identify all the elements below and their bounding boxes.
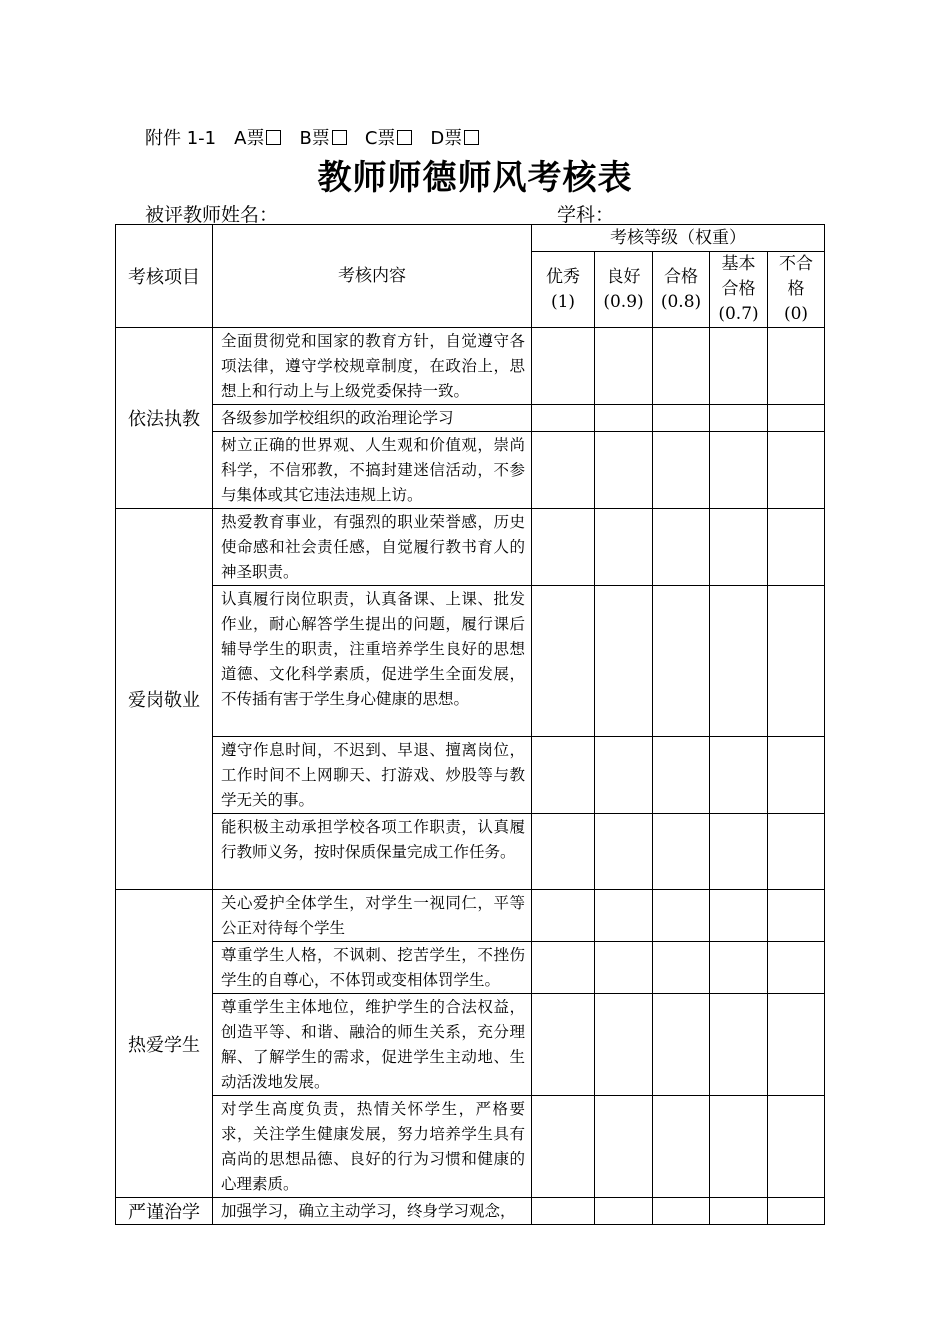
criterion-text: 尊重学生主体地位，维护学生的合法权益，创造平等、和谐、融洽的师生关系，充分理解、了解学生的需求，促进学生主动地、生动活泼地发展。 — [213, 994, 532, 1096]
grade-cell[interactable] — [532, 890, 595, 942]
grade-cell[interactable] — [653, 432, 710, 509]
grade-cell[interactable] — [768, 432, 825, 509]
grade-header-pass: 合格 (0.8) — [653, 252, 710, 328]
category-cell: 依法执教 — [116, 328, 213, 509]
ticket-d-label: D票 — [430, 128, 463, 149]
grade-cell[interactable] — [595, 586, 653, 737]
grade-header-good: 良好 (0.9) — [595, 252, 653, 328]
criterion-text: 关心爱护全体学生，对学生一视同仁，平等公正对待每个学生 — [213, 890, 532, 942]
grade-cell[interactable] — [595, 1096, 653, 1198]
grade-cell[interactable] — [710, 1198, 768, 1225]
header-content: 考核内容 — [213, 225, 532, 328]
grade-cell[interactable] — [532, 737, 595, 814]
grade-cell[interactable] — [768, 586, 825, 737]
teacher-name-label: 被评教师姓名： — [145, 204, 279, 226]
grade-cell[interactable] — [595, 509, 653, 586]
grade-cell[interactable] — [595, 814, 653, 890]
grade-cell[interactable] — [768, 405, 825, 432]
grade-cell[interactable] — [653, 942, 710, 994]
grade-cell[interactable] — [653, 509, 710, 586]
criterion-text: 遵守作息时间，不迟到、早退、擅离岗位，工作时间不上网聊天、打游戏、炒股等与教学无关的事。 — [213, 737, 532, 814]
criterion-text: 各级参加学校组织的政治理论学习 — [213, 405, 532, 432]
category-cell: 严谨治学 — [116, 1198, 213, 1225]
category-cell: 爱岗敬业 — [116, 509, 213, 890]
category-cell: 热爱学生 — [116, 890, 213, 1198]
grade-cell[interactable] — [595, 994, 653, 1096]
grade-cell[interactable] — [532, 942, 595, 994]
grade-cell[interactable] — [710, 814, 768, 890]
grade-cell[interactable] — [532, 814, 595, 890]
page-title: 教师师德师风考核表 — [317, 158, 633, 198]
grade-cell[interactable] — [653, 994, 710, 1096]
grade-header-basic-pass: 基本 合格 (0.7) — [710, 252, 768, 328]
grade-header-excellent: 优秀 (1) — [532, 252, 595, 328]
attachment-line — [145, 124, 479, 150]
grade-cell[interactable] — [532, 405, 595, 432]
grade-cell[interactable] — [595, 405, 653, 432]
ticket-b-label: B票 — [299, 128, 330, 149]
grade-cell[interactable] — [710, 405, 768, 432]
grade-cell[interactable] — [710, 994, 768, 1096]
grade-cell[interactable] — [653, 1096, 710, 1198]
ticket-b-checkbox[interactable] — [332, 130, 347, 145]
grade-cell[interactable] — [532, 1198, 595, 1225]
grade-cell[interactable] — [595, 942, 653, 994]
grade-cell[interactable] — [768, 1096, 825, 1198]
grade-cell[interactable] — [710, 328, 768, 405]
grade-cell[interactable] — [768, 737, 825, 814]
grade-cell[interactable] — [595, 1198, 653, 1225]
grade-cell[interactable] — [653, 405, 710, 432]
ticket-c-label: C票 — [364, 128, 396, 149]
grade-cell[interactable] — [768, 814, 825, 890]
grade-cell[interactable] — [595, 328, 653, 405]
grade-cell[interactable] — [532, 328, 595, 405]
grade-cell[interactable] — [653, 328, 710, 405]
grade-cell[interactable] — [768, 328, 825, 405]
grade-cell[interactable] — [532, 994, 595, 1096]
criterion-text: 认真履行岗位职责，认真备课、上课、批发作业，耐心解答学生提出的问题，履行课后辅导学生的职责，注重培养学生良好的思想道德、文化科学素质，促进学生全面发展，不传插有害于学生身心健康的思想。 — [213, 586, 532, 737]
criterion-text: 对学生高度负责，热情关怀学生，严格要求，关注学生健康发展，努力培养学生具有高尚的思想品德、良好的行为习惯和健康的心理素质。 — [213, 1096, 532, 1198]
grade-cell[interactable] — [768, 890, 825, 942]
assessment-table — [115, 224, 825, 1225]
grade-cell[interactable] — [710, 890, 768, 942]
grade-cell[interactable] — [768, 1198, 825, 1225]
ticket-a-checkbox[interactable] — [266, 130, 281, 145]
grade-cell[interactable] — [653, 890, 710, 942]
subject-label: 学科： — [557, 204, 615, 226]
grade-cell[interactable] — [710, 432, 768, 509]
criterion-text: 热爱教育事业，有强烈的职业荣誉感，历史使命感和社会责任感，自觉履行教书育人的神圣职责。 — [213, 509, 532, 586]
grade-cell[interactable] — [653, 586, 710, 737]
criterion-text: 能积极主动承担学校各项工作职责，认真履行教师义务，按时保质保量完成工作任务。 — [213, 814, 532, 890]
grade-cell[interactable] — [532, 509, 595, 586]
criterion-text: 树立正确的世界观、人生观和价值观，崇尚科学，不信邪教，不搞封建迷信活动，不参与集体或其它违法违规上访。 — [213, 432, 532, 509]
grade-cell[interactable] — [532, 586, 595, 737]
grade-cell[interactable] — [595, 432, 653, 509]
grade-cell[interactable] — [768, 509, 825, 586]
grade-cell[interactable] — [710, 586, 768, 737]
ticket-c-checkbox[interactable] — [397, 130, 412, 145]
criterion-text: 尊重学生人格，不讽刺、挖苦学生，不挫伤学生的自尊心，不体罚或变相体罚学生。 — [213, 942, 532, 994]
header-item: 考核项目 — [116, 225, 213, 328]
grade-header-fail: 不合 格 (0) — [768, 252, 825, 328]
grade-cell[interactable] — [532, 432, 595, 509]
grade-cell[interactable] — [532, 1096, 595, 1198]
grade-cell[interactable] — [768, 994, 825, 1096]
grade-cell[interactable] — [653, 737, 710, 814]
grade-cell[interactable] — [653, 1198, 710, 1225]
grade-cell[interactable] — [710, 942, 768, 994]
criterion-text: 全面贯彻党和国家的教育方针，自觉遵守各项法律，遵守学校规章制度，在政治上，思想上和行动上与上级党委保持一致。 — [213, 328, 532, 405]
grade-cell[interactable] — [710, 1096, 768, 1198]
grade-cell[interactable] — [710, 737, 768, 814]
ticket-a-label: A票 — [234, 128, 265, 149]
grade-cell[interactable] — [595, 890, 653, 942]
grade-cell[interactable] — [653, 814, 710, 890]
ticket-d-checkbox[interactable] — [464, 130, 479, 145]
grade-cell[interactable] — [710, 509, 768, 586]
grade-cell[interactable] — [595, 737, 653, 814]
grade-cell[interactable] — [768, 942, 825, 994]
criterion-text: 加强学习，确立主动学习，终身学习观念， — [213, 1198, 532, 1225]
header-grade-group: 考核等级（权重） — [532, 225, 825, 252]
attachment-label: 附件 1-1 — [145, 128, 217, 149]
